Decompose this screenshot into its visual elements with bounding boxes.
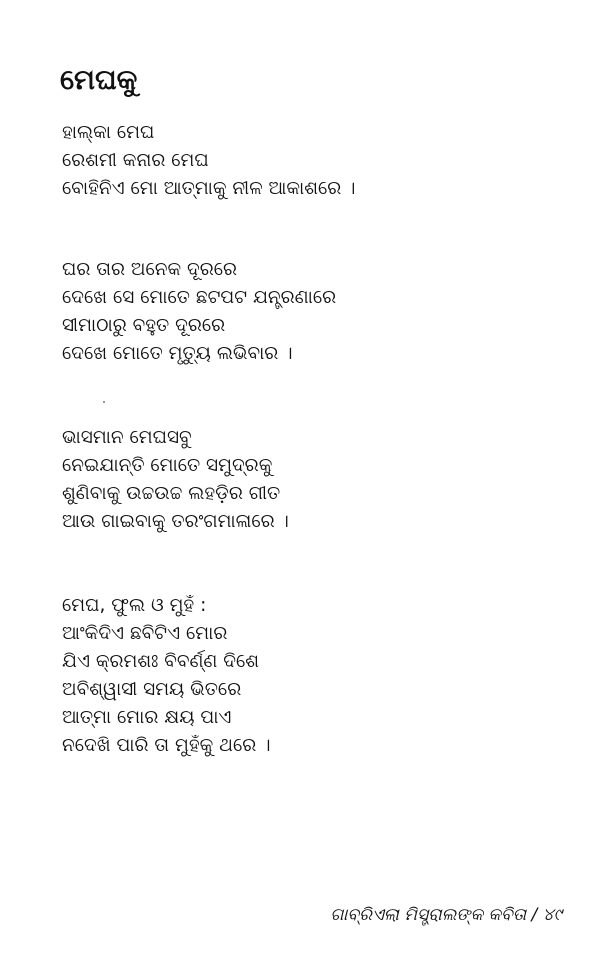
- poem-title: ମେଘକୁ: [60, 63, 138, 96]
- poem-line: ଆତ୍ମା ମୋର କ୍ଷୟ ପାଏ: [62, 707, 232, 728]
- stanza-1: [62, 119, 356, 203]
- poem-line: ହାଲ୍‌କା ମେଘ: [62, 122, 155, 143]
- running-footer: ଗାବ୍ରିଏଲା ମିସ୍ତ୍ରାଲଙ୍କ କବିତା / ୪୯: [330, 905, 562, 925]
- ink-speck: [103, 401, 105, 403]
- poem-line: ଭାସମାନ ମେଘସବୁ: [62, 427, 192, 448]
- poem-line: ଦେଖେ ସେ ମୋତେ ଛଟପଟ ଯନ୍ତ୍ରଣାରେ: [62, 287, 337, 308]
- poem-line: ସୀମାଠାରୁ ବହୁତ ଦୂରରେ: [62, 315, 226, 336]
- stanza-3: [62, 424, 289, 536]
- poem-line: ଯିଏ କ୍ରମଶଃ ବିବର୍ଣ୍ଣ ଦିଶେ: [62, 651, 260, 672]
- poem-line: ନଦେଖି ପାରି ତା ମୁହଁକୁ ଥରେ ।: [62, 735, 271, 756]
- poem-line: ମେଘ, ଫୁଲ ଓ ମୁହଁ :: [62, 595, 207, 616]
- poem-line: ବୋହିନିଏ ମୋ ଆତ୍ମାକୁ ନୀଳ ଆକାଶରେ ।: [62, 178, 356, 199]
- poem-line: ଶୁଣିବାକୁ ଉଚ୍ଚଉଚ୍ଚ ଲହଡ଼ିର ଗୀତ: [62, 483, 281, 504]
- poem-line: ଦେଖେ ମୋତେ ମୃତ୍ୟୁ ଲଭିବାର ।: [62, 343, 293, 364]
- stanza-2: [62, 256, 336, 368]
- poem-line: ଅବିଶ୍ୱାସୀ ସମୟ ଭିତରେ: [62, 679, 242, 700]
- poem-line: ଆଉ ଗାଇବାକୁ ତରଂଗମାଳାରେ ।: [62, 511, 289, 532]
- poem-line: ନେଇଯାନ୍ତି ମୋତେ ସମୁଦ୍ରକୁ: [62, 455, 273, 476]
- poem-line: ଆଂକିଦିଏ ଛବିଟିଏ ମୋର: [62, 623, 228, 644]
- poem-line: ରେଶମୀ କନାର ମେଘ: [62, 150, 209, 171]
- poem-line: ଘର ତାର ଅନେକ ଦୂରରେ: [62, 259, 238, 280]
- stanza-4: [62, 592, 271, 760]
